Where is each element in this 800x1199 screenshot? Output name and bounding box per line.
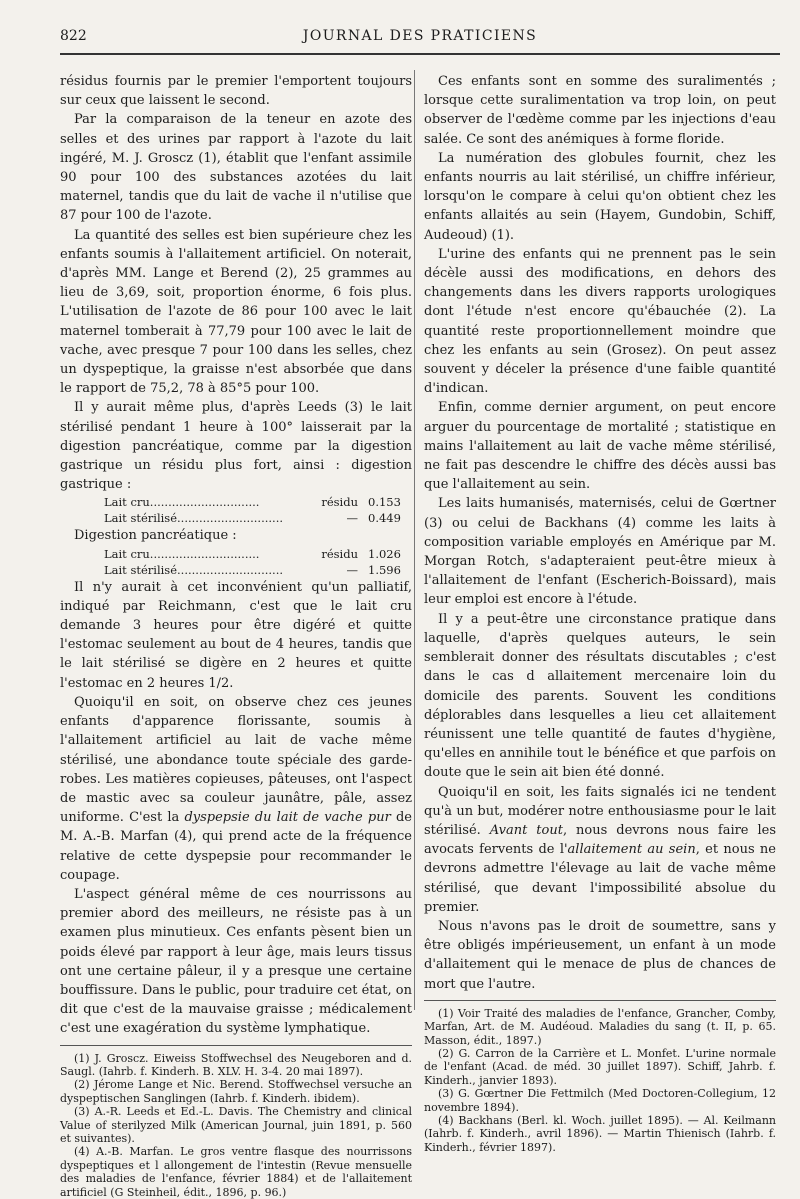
footnote-rule — [424, 1000, 776, 1001]
right-column — [424, 72, 776, 1154]
row-label: Lait stérilisé............................. — [104, 511, 284, 526]
paragraph: Par la comparaison de la teneur en azote des selles et des urines par rapport à l'azote du lait ingéré, M. J. Groscz (1), établit que l'enfant assimile 90 pour 100 des substances azotées du lait maternel, tandis que du lait de vache il n'utilise que 87 pour 100 de l'azote. — [60, 112, 412, 224]
footnote: (2) Jérome Lange et Nic. Berend. Stoffwechsel versuche an dyspeptischen Sanglingen (Iahrb. f. Kinderh. ibidem). — [60, 1078, 412, 1105]
left-column — [60, 72, 412, 1199]
footnote: (3) G. Gœrtner Die Fettmilch (Med Doctoren-Collegium, 12 novembre 1894). — [424, 1087, 776, 1114]
column-divider — [414, 70, 415, 1010]
footnote: (4) A.-B. Marfan. Le gros ventre flasque des nourrissons dyspeptiques et l allongement de l'intestin (Revue mensuelle des maladies de l'enfance, février 1884) et de l'allaitement artificiel (G Steinheil, édit., 1896, p. 96.) — [60, 1145, 412, 1199]
footnote: (1) Voir Traité des maladies de l'enfance, Grancher, Comby, Marfan, Art. de M. Audéoud. Maladies du sang (t. II, p. 65. Masson, édit., 1897.) — [424, 1006, 776, 1047]
text-run: de M. A.-B. Marfan (4), qui prend acte de la fréquence relative de cette dyspepsie pour recommander le coupage. — [60, 810, 412, 883]
row-unit: — — [346, 562, 358, 577]
text-run: , nous devrons nous faire les avocats fervents de l' — [424, 822, 776, 858]
page-number: 822 — [60, 28, 87, 44]
row-value: 0.449 — [368, 511, 401, 526]
paragraph: résidus fournis par le premier l'emportent toujours sur ceux que laissent le second. — [60, 74, 412, 109]
pancreatic-digestion-table — [60, 546, 412, 578]
row-unit: résidu — [321, 546, 358, 561]
row-label: Lait stérilisé............................. — [104, 562, 284, 577]
text-run: Quoiqu'il en soit, on observe chez ces jeunes enfants d'apparence florissante, soumis à l'allaitement artificiel au lait de vache même stérilisé, une abondance toute spéciale des garde-robes. Les matières copieuses, pâteuses, ont l'aspect de mastic avec sa couleur jaunâtre, pâle, assez uniforme. C'est la — [60, 694, 412, 826]
gastric-digestion-table — [60, 494, 412, 526]
paragraph: Ces enfants sont en somme des suralimentés ; lorsque cette suralimentation va trop loin, on peut observer de l'œdème comme par les injections d'eau salée. Ce sont des anémiques à forme floride. — [424, 74, 776, 147]
row-value: 1.596 — [368, 562, 401, 577]
text-run: Quoiqu'il en soit, les faits signalés ici ne tendent qu'à un but, modérer notre enthousiasme pour le lait stérilisé. — [424, 784, 776, 838]
page-header — [60, 26, 780, 50]
paragraph: L'urine des enfants qui ne prennent pas le sein décèle aussi des modifications, en dehors des changements dans les divers rapports urologiques dont l'étude n'est encore qu'ébauchée (2). La quantité reste proportionnellement moindre que chez les enfants au sein (Grosez). On peut assez souvent y déceler la présence d'une faible quantité d'indican. — [424, 246, 776, 397]
footnote: (4) Backhans (Berl. kl. Woch. juillet 1895). — Al. Keilmann (Iahrb. f. Kinderh., avril 1896). — Martin Thienisch (Iahrb. f. Kinderh., février 1897). — [424, 1114, 776, 1154]
paragraph: L'aspect général même de ces nourrissons au premier abord des meilleurs, ne résiste pas à un examen plus minutieux. Ces enfants pèsent bien un poids élevé par rapport à leur âge, mais leurs tissus ont une certaine pâleur, il y a presque une certaine bouffissure. Dans le public, pour traduire cet état, on dit que c'est de la mauvaise graisse ; médicalement c'est une exagération du système lymphatique. — [60, 886, 412, 1037]
footnote: (2) G. Carron de la Carrière et L. Monfet. L'urine normale de l'enfant (Acad. de méd. 30 juillet 1897). Schiff, Jahrb. f. Kinderh., janvier 1893). — [424, 1046, 776, 1087]
paragraph: Il y aurait même plus, d'après Leeds (3) le lait stérilisé pendant 1 heure à 100° laisserait par la digestion pancréatique, comme par la digestion gastrique un résidu plus fort, ainsi : digestion gastrique : — [60, 400, 412, 493]
pancreatic-heading: Digestion pancréatique : — [74, 528, 237, 544]
italic-phrase: allaitement au sein — [567, 842, 696, 858]
row-unit: résidu — [321, 495, 358, 510]
text-run: , et nous ne devrons admettre l'élevage au lait de vache même stérilisé, que devant l'impossibilité absolue du premier. — [424, 842, 776, 915]
paragraph: Les laits humanisés, maternisés, celui de Gœrtner (3) ou celui de Backhans (4) comme les laits à composition variable employés en Amérique par M. Morgan Rotch, s'adapteraient peut-être mieux à l'allaitement de l'enfant (Escherich-Boissard), mais leur emploi est encore à l'étude. — [424, 496, 776, 608]
table-row — [60, 510, 412, 526]
paragraph — [424, 783, 776, 917]
header-rule — [60, 53, 780, 55]
row-label: Lait cru.............................. — [104, 495, 260, 510]
footnote-rule — [60, 1045, 412, 1046]
paragraph: Il n'y aurait à cet inconvénient qu'un palliatif, indiqué par Reichmann, c'est que le lait cru demande 3 heures pour être digéré et quitte l'estomac seulement au bout de 4 heures, tandis que le lait stérilisé se digère en 2 heures et quitte l'estomac en 2 heures 1/2. — [60, 579, 412, 691]
paragraph: La numération des globules fournit, chez les enfants nourris au lait stérilisé, un chiffre inférieur, lorsqu'on le compare à celui qu'on obtient chez les enfants allaités au sein (Hayem, Gundobin, Schiff, Audeoud) (1). — [424, 150, 776, 243]
table-row — [60, 494, 412, 510]
italic-phrase: dyspepsie du lait de vache pur — [184, 810, 391, 826]
footnote: (1) J. Groscz. Eiweiss Stoffwechsel des Neugeboren and d. Saugl. (Iahrb. f. Kinderh. B. XLV. H. 3-4. 20 mai 1897). — [60, 1051, 412, 1078]
row-value: 1.026 — [368, 546, 401, 561]
row-label: Lait cru.............................. — [104, 546, 260, 561]
paragraph — [60, 693, 412, 885]
footnotes — [424, 1007, 776, 1154]
table-row — [60, 546, 412, 562]
paragraph: Nous n'avons pas le droit de soumettre, sans y être obligés impérieusement, un enfant à un mode d'allaitement qui le menace de plus de chances de mort que l'autre. — [424, 918, 776, 992]
footnotes — [60, 1052, 412, 1199]
table-row — [60, 562, 412, 578]
paragraph: La quantité des selles est bien supérieure chez les enfants soumis à l'allaitement artificiel. On noterait, d'après MM. Lange et Berend (2), 25 grammes au lieu de 3,69, soit, proportion énorme, 6 fois plus. L'utilisation de l'azote de 86 pour 100 avec le lait maternel tomberait à 77,79 pour 100 avec le lait de vache, avec presque 7 pour 100 dans les selles, chez un dyspeptique, la graisse n'est absorbée que dans le rapport de 75,2, 78 à 85°5 pour 100. — [60, 227, 412, 397]
italic-phrase: Avant tout — [489, 822, 563, 838]
row-value: 0.153 — [368, 495, 401, 510]
row-unit: — — [346, 511, 358, 526]
footnote: (3) A.-R. Leeds et Ed.-L. Davis. The Chemistry and clinical Value of sterilyzed Milk (American Journal, juin 1891, p. 560 et suivantes). — [60, 1105, 412, 1145]
running-title: JOURNAL DES PRATICIENS — [302, 28, 538, 44]
paragraph: Enfin, comme dernier argument, on peut encore arguer du pourcentage de mortalité ; statistique en mains l'allaitement au lait de vache même stérilisé, ne fait pas descendre le chiffre des décès aussi bas que l'allaitement au sein. — [424, 400, 776, 493]
paragraph: Il y a peut-être une circonstance pratique dans laquelle, d'après quelques auteurs, le sein semblerait donner des résultats discutables ; c'est dans le cas d allaitement mercenaire loin du domicile des parents. Souvent les conditions déplorables dans lesquelles a lieu cet allaitement réunissent une telle quantité de fautes d'hygiène, qu'elles en annihile tout le bénéfice et que parfois on doute que le sein ait bien été donné. — [424, 611, 776, 781]
